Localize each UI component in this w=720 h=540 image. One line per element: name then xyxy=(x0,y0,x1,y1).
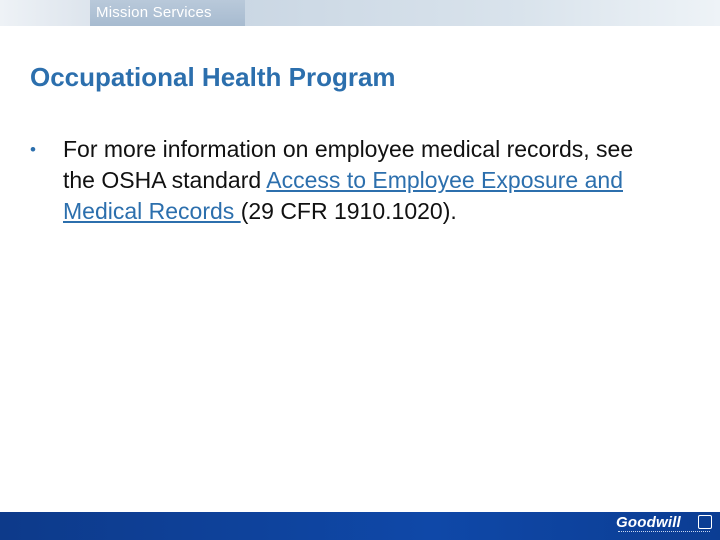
logo-face-icon xyxy=(698,515,712,529)
footer-band xyxy=(0,512,720,540)
logo-tagline xyxy=(618,531,710,535)
slide-title: Occupational Health Program xyxy=(30,62,396,92)
header-band xyxy=(0,0,720,26)
logo-wordmark: Goodwill xyxy=(616,514,681,531)
bullet-icon: • xyxy=(30,140,36,159)
bullet-item xyxy=(30,134,650,227)
osha-records-link[interactable]: Access to Employee Exposure and Medical Records xyxy=(63,167,623,224)
header-title: Mission Services xyxy=(96,4,212,21)
bullet-text-before: For more information on employee medical records, see the OSHA standard xyxy=(63,136,634,193)
bullet-list xyxy=(30,134,650,227)
bullet-text-after: (29 CFR 1910.1020). xyxy=(240,198,457,224)
goodwill-logo xyxy=(616,514,712,538)
